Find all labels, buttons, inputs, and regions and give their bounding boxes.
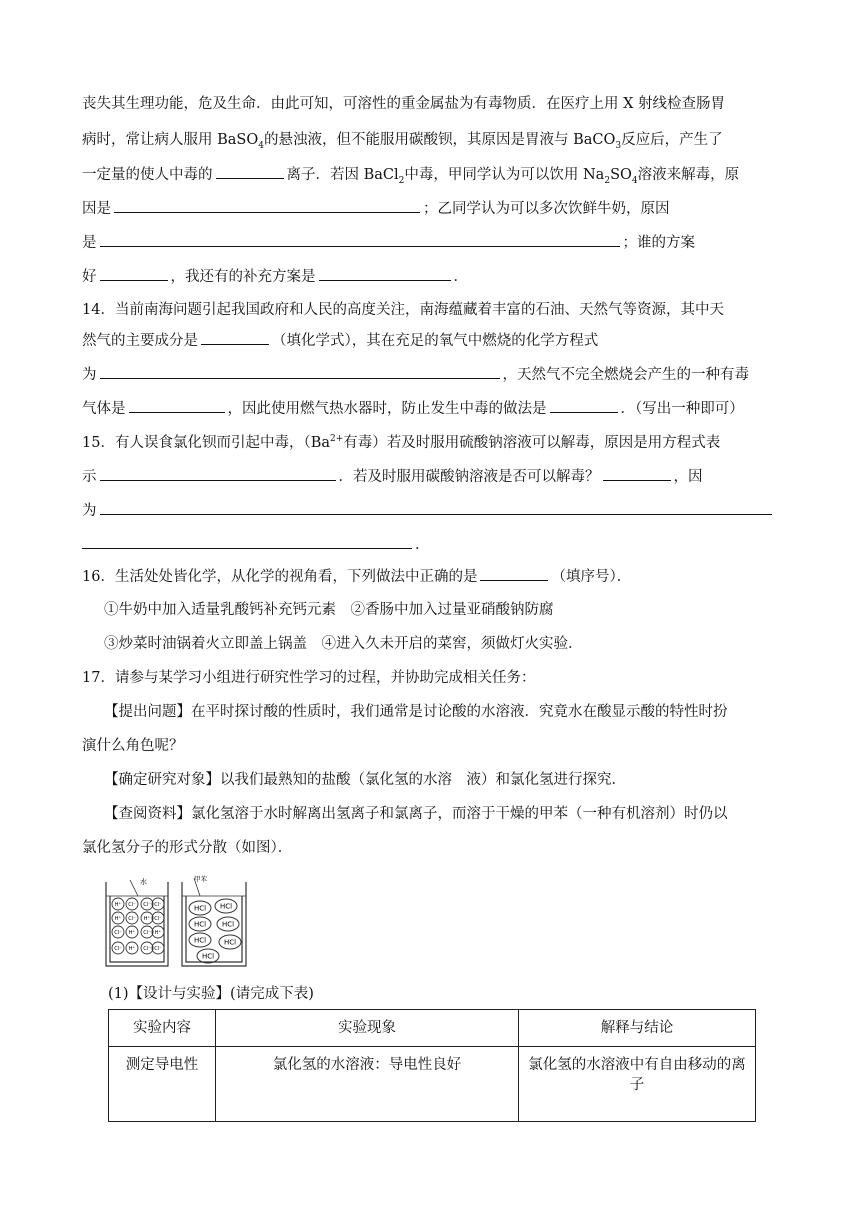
experiment-table bbox=[108, 1009, 756, 1122]
water-particles bbox=[112, 898, 164, 954]
toluene-particles bbox=[189, 899, 241, 963]
q14-line-2: 然气的主要成分是 （填化学式），其在充足的氧气中燃烧的化学方程式 bbox=[82, 330, 598, 351]
answer-blank[interactable] bbox=[100, 500, 772, 515]
table-cell: 氯化氢的水溶液中有自由移动的离子 bbox=[519, 1047, 756, 1122]
q15-line-4: ． bbox=[82, 534, 430, 555]
q13-line-4: 因是 ；乙同学认为可以多次饮鲜牛奶，原因 bbox=[82, 198, 670, 219]
answer-blank[interactable] bbox=[216, 164, 284, 179]
q17-line-5: 【查阅资料】氯化氢溶于水时解离出氢离子和氯离子，而溶于干燥的甲苯（一种有机溶剂）时仍以 bbox=[104, 806, 728, 822]
beaker-figure bbox=[102, 872, 252, 972]
q15-line-3: 为 bbox=[82, 500, 775, 521]
ion-label: H⁺ bbox=[128, 946, 136, 952]
table-cell: 氯化氢的水溶液：导电性良好 bbox=[216, 1047, 519, 1122]
answer-blank[interactable] bbox=[100, 266, 168, 281]
molecule-label: HCl bbox=[193, 904, 207, 913]
q13-line-3: 一定量的使人中毒的 离子．若因 BaCl$_2$中毒，甲同学认为可以饮用 $Na_2SO_4$溶液来解毒，原 bbox=[82, 164, 739, 185]
q15-line-2: 示 ．若及时服用碳酸钠溶液是否可以解毒？ ，因 bbox=[82, 466, 703, 487]
molecule-label: HCl bbox=[221, 920, 235, 929]
q13-line-2: 病时，常让病人服用 BaSO$_4$的悬浊液，但不能服用碳酸钡，其原因是胃液与 BaCO$_3$反应后，产生了 bbox=[82, 132, 723, 151]
q17-line-6: 氯化氢分子的形式分散（如图）． bbox=[82, 840, 293, 856]
ion-label: Cl⁻ bbox=[114, 946, 122, 952]
ion-label: H⁺ bbox=[128, 930, 136, 936]
q16-line-1: 16．生活处处皆化学，从化学的视角看，下列做法中正确的是 （填序号）． bbox=[82, 566, 631, 587]
ion-label: H⁺ bbox=[114, 916, 122, 922]
q17-line-3: 演什么角色呢？ bbox=[82, 738, 184, 754]
q17-line-4: 【确定研究对象】以我们最熟知的盐酸（氯化氢的水溶 液）和氯化氢进行探究． bbox=[104, 772, 626, 788]
molecule-label: HCl bbox=[223, 938, 237, 947]
ion-label: Cl⁻ bbox=[154, 916, 162, 922]
water-label: 水 bbox=[140, 878, 147, 886]
ion-label: Cl⁻ bbox=[143, 946, 151, 952]
ion-label: Cl⁻ bbox=[143, 902, 151, 908]
answer-blank[interactable] bbox=[603, 466, 671, 481]
answer-blank[interactable] bbox=[129, 398, 225, 413]
answer-blank[interactable] bbox=[100, 364, 500, 379]
header-cell: 解释与结论 bbox=[519, 1010, 756, 1047]
header-cell: 实验内容 bbox=[109, 1010, 216, 1047]
q17-table-caption: (1)【设计与实验】(请完成下表) bbox=[108, 986, 314, 1002]
molecule-label: HCl bbox=[193, 936, 207, 945]
ion-label: Cl⁻ bbox=[154, 902, 162, 908]
q13-line-6: 好 ，我还有的补充方案是 ． bbox=[82, 266, 468, 287]
table-header-row bbox=[109, 1010, 756, 1047]
q16-option-line-1: ①牛奶中加入适量乳酸钙补充钙元素 ②香肠中加入过量亚硝酸钠防腐 bbox=[104, 602, 554, 618]
answer-blank[interactable] bbox=[100, 466, 336, 481]
table-row bbox=[109, 1047, 756, 1122]
answer-blank[interactable] bbox=[550, 398, 618, 413]
ion-label: H⁺ bbox=[143, 916, 151, 922]
answer-blank[interactable] bbox=[319, 266, 451, 281]
ion-label: H⁺ bbox=[154, 930, 162, 936]
ion-label: Cl⁻ bbox=[128, 916, 136, 922]
table-cell: 测定导电性 bbox=[109, 1047, 216, 1122]
ion-label: Cl⁻ bbox=[143, 930, 151, 936]
header-cell: 实验现象 bbox=[216, 1010, 519, 1047]
q14-line-3: 为 ，天然气不完全燃烧会产生的一种有毒 bbox=[82, 364, 749, 385]
molecule-label: HCl bbox=[219, 902, 233, 911]
q14-line-1: 14．当前南海问题引起我国政府和人民的高度关注，南海蕴藏着丰富的石油、天然气等资源，其中天 bbox=[82, 302, 724, 318]
q17-line-2: 【提出问题】在平时探讨酸的性质时，我们通常是讨论酸的水溶液．究竟水在酸显示酸的特性时扮 bbox=[104, 704, 728, 720]
ion-label: H⁺ bbox=[114, 902, 122, 908]
ion-label: Cl⁻ bbox=[114, 930, 122, 936]
answer-blank[interactable] bbox=[114, 198, 420, 213]
q13-line-1: 丧失其生理功能，危及生命．由此可知，可溶性的重金属盐为有毒物质．在医疗上用 X 射线检查肠胃 bbox=[82, 96, 726, 112]
answer-blank[interactable] bbox=[82, 534, 412, 549]
q16-option-line-2: ③炒菜时油锅着火立即盖上锅盖 ④进入久未开启的菜窖，须做灯火实验． bbox=[104, 636, 583, 652]
q13-line-5: 是 ；谁的方案 bbox=[82, 232, 695, 253]
q14-line-4: 气体是 ，因此使用燃气热水器时，防止发生中毒的做法是 ．（写出一种即可） bbox=[82, 398, 744, 419]
answer-blank[interactable] bbox=[480, 566, 548, 581]
molecule-label: HCl bbox=[201, 952, 215, 961]
ion-label: Cl⁻ bbox=[154, 946, 162, 952]
ion-label: Cl⁻ bbox=[128, 902, 136, 908]
molecule-label: HCl bbox=[193, 920, 207, 929]
q15-line-1: 15．有人误食氯化钡而引起中毒，（$Ba^{2+}$有毒）若及时服用硫酸钠溶液可以解毒，原因是用方程式表 bbox=[82, 434, 721, 451]
answer-blank[interactable] bbox=[100, 232, 620, 247]
toluene-label: 甲苯 bbox=[194, 875, 207, 883]
answer-blank[interactable] bbox=[201, 330, 269, 345]
q17-line-1: 17．请参与某学习小组进行研究性学习的过程，并协助完成相关任务： bbox=[82, 670, 536, 686]
